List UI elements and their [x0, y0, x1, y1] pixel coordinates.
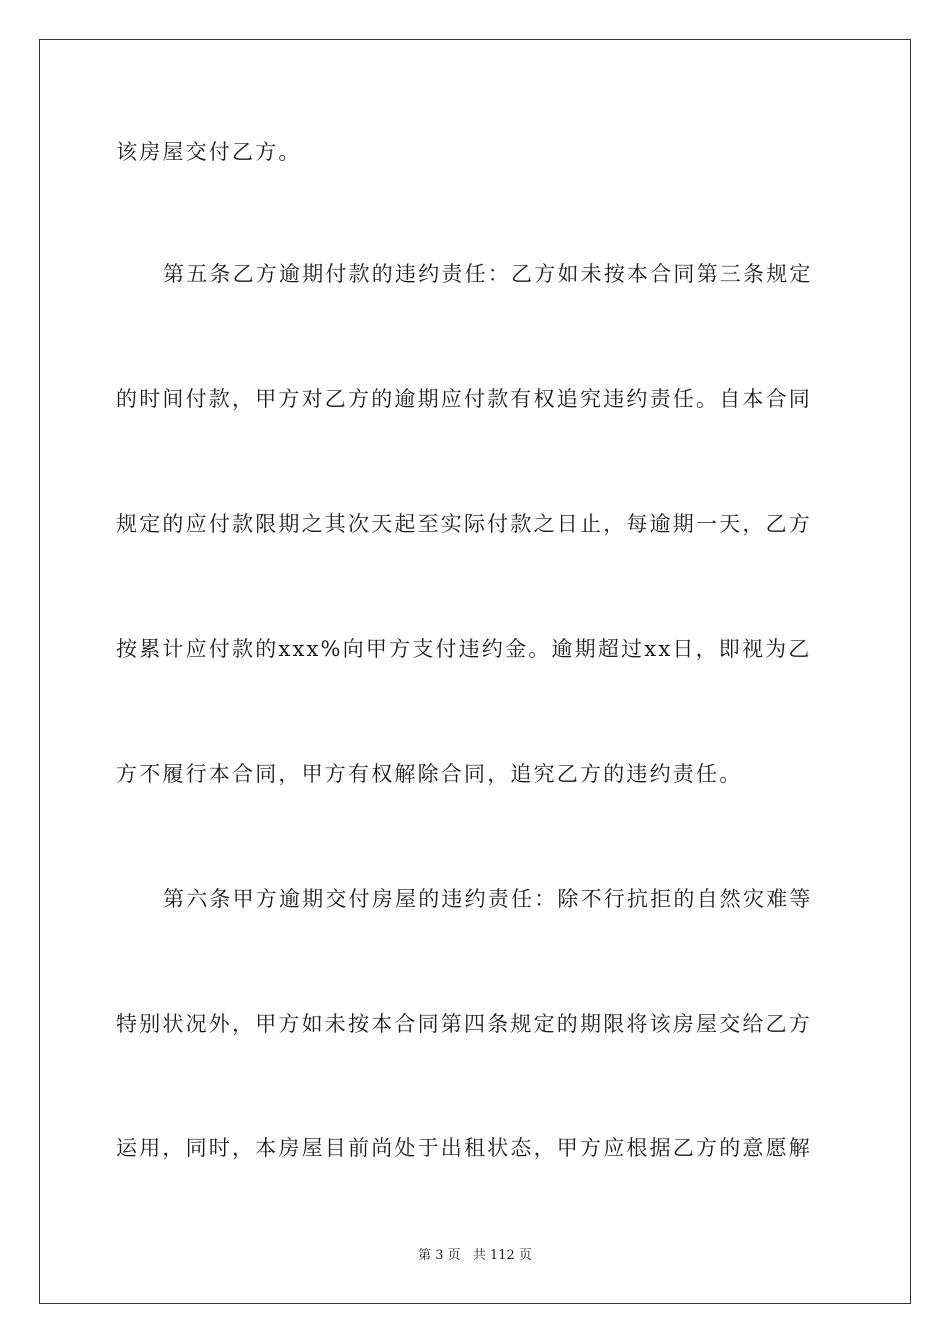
text-line: 第六条甲方逾期交付房屋的违约责任：除不行抗拒的自然灾难等 — [163, 887, 813, 911]
text-line: 该房屋交付乙方。 — [116, 140, 302, 164]
text-line: 特别状况外，甲方如未按本合同第四条规定的期限将该房屋交给乙方 — [116, 1012, 812, 1036]
text-line: 运用，同时，本房屋目前尚处于出租状态，甲方应根据乙方的意愿解 — [116, 1136, 812, 1160]
page-border — [39, 39, 911, 1304]
text-line: 按累计应付款的xxx%向甲方支付违约金。逾期超过xx日，即视为乙 — [116, 637, 812, 661]
text-line: 的时间付款，甲方对乙方的逾期应付款有权追究违约责任。自本合同 — [116, 387, 812, 411]
page-number: 第 3 页 — [418, 1248, 461, 1263]
text-line: 方不履行本合同，甲方有权解除合同，追究乙方的违约责任。 — [116, 762, 743, 786]
page-total: 共 112 页 — [472, 1248, 532, 1263]
page-footer — [0, 1247, 950, 1265]
text-line: 第五条乙方逾期付款的违约责任：乙方如未按本合同第三条规定 — [163, 262, 813, 286]
text-line: 规定的应付款限期之其次天起至实际付款之日止，每逾期一天，乙方 — [116, 512, 812, 536]
